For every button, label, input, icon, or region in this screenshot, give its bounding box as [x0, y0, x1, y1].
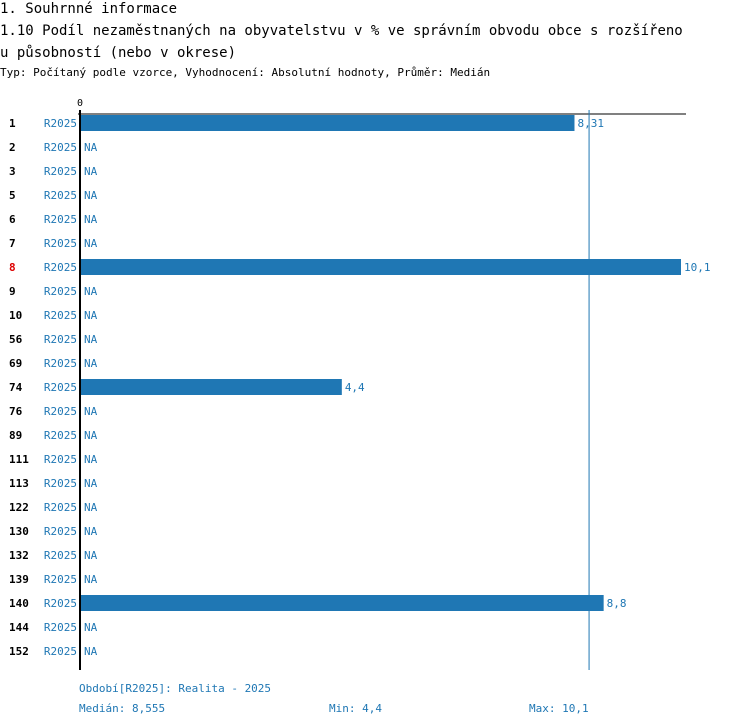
na-label-6: NA [84, 213, 98, 226]
na-label-139: NA [84, 573, 98, 586]
period-label: R2025 [43, 597, 77, 610]
max-stat: Max: 10,1 [529, 702, 589, 715]
row-label-69: 69 [9, 357, 23, 370]
na-label-56: NA [84, 333, 98, 346]
na-label-132: NA [84, 549, 98, 562]
na-label-89: NA [84, 429, 98, 442]
period-label: R2025 [43, 309, 77, 322]
na-label-7: NA [84, 237, 98, 250]
bar-chart [0, 90, 750, 670]
period-label: R2025 [43, 573, 77, 586]
row-label-6: 6 [9, 213, 16, 226]
period-label: R2025 [43, 477, 77, 490]
na-label-3: NA [84, 165, 98, 178]
period-label: R2025 [43, 381, 77, 394]
na-label-2: NA [84, 141, 98, 154]
period-label: R2025 [43, 645, 77, 658]
period-label: R2025 [43, 525, 77, 538]
period-label: R2025 [43, 453, 77, 466]
row-label-122: 122 [9, 501, 29, 514]
na-label-111: NA [84, 453, 98, 466]
period-label: R2025 [43, 549, 77, 562]
period-label: R2025 [43, 333, 77, 346]
period-label: R2025 [43, 429, 77, 442]
row-label-8: 8 [9, 261, 16, 274]
value-label-140: 8,8 [606, 597, 627, 610]
period-label: R2025 [43, 405, 77, 418]
row-label-9: 9 [9, 285, 16, 298]
na-label-10: NA [84, 309, 98, 322]
bar-8 [81, 259, 681, 275]
chart-title-line2: u působností (nebo v okrese) [0, 45, 237, 61]
median-stat: Medián: 8,555 [79, 702, 166, 715]
value-label-74: 4,4 [344, 381, 365, 394]
na-label-130: NA [84, 525, 98, 538]
period-label: R2025 [43, 357, 77, 370]
value-label-1: 8,31 [577, 117, 604, 130]
period-label: R2025 [43, 261, 77, 274]
row-label-56: 56 [9, 333, 23, 346]
period-label: R2025 [43, 141, 77, 154]
period-label: R2025 [43, 189, 77, 202]
na-label-76: NA [84, 405, 98, 418]
na-label-69: NA [84, 357, 98, 370]
row-label-76: 76 [9, 405, 23, 418]
period-label: R2025 [43, 501, 77, 514]
row-label-3: 3 [9, 165, 16, 178]
axis-zero-label: 0 [76, 98, 84, 109]
bar-140 [81, 595, 604, 611]
row-label-7: 7 [9, 237, 16, 250]
row-label-140: 140 [9, 597, 29, 610]
na-label-113: NA [84, 477, 98, 490]
bar-1 [81, 115, 574, 131]
row-label-2: 2 [9, 141, 16, 154]
period-label: R2025 [43, 621, 77, 634]
row-label-113: 113 [9, 477, 29, 490]
row-label-132: 132 [9, 549, 29, 562]
row-label-144: 144 [9, 621, 29, 634]
period-label: R2025 [43, 237, 77, 250]
na-label-122: NA [84, 501, 98, 514]
period-label: R2025 [43, 117, 77, 130]
na-label-9: NA [84, 285, 98, 298]
bar-74 [81, 379, 342, 395]
row-label-10: 10 [9, 309, 23, 322]
chart-title-line1: 1.10 Podíl nezaměstnaných na obyvatelstvu v % ve správním obvodu obce s rozšířeno [0, 23, 683, 39]
period-legend: Období[R2025]: Realita - 2025 [79, 682, 272, 695]
na-label-152: NA [84, 645, 98, 658]
row-label-130: 130 [9, 525, 29, 538]
row-label-5: 5 [9, 189, 16, 202]
row-label-152: 152 [9, 645, 29, 658]
row-label-89: 89 [9, 429, 23, 442]
row-label-139: 139 [9, 573, 29, 586]
period-label: R2025 [43, 165, 77, 178]
row-label-111: 111 [9, 453, 29, 466]
period-label: R2025 [43, 285, 77, 298]
section-title: 1. Souhrnné informace [0, 1, 178, 17]
row-label-1: 1 [9, 117, 16, 130]
row-label-74: 74 [9, 381, 23, 394]
chart-subtitle: Typ: Počítaný podle vzorce, Vyhodnocení: Absolutní hodnoty, Průměr: Medián [0, 66, 491, 79]
na-label-144: NA [84, 621, 98, 634]
value-label-8: 10,1 [684, 261, 711, 274]
min-stat: Min: 4,4 [329, 702, 382, 715]
na-label-5: NA [84, 189, 98, 202]
period-label: R2025 [43, 213, 77, 226]
